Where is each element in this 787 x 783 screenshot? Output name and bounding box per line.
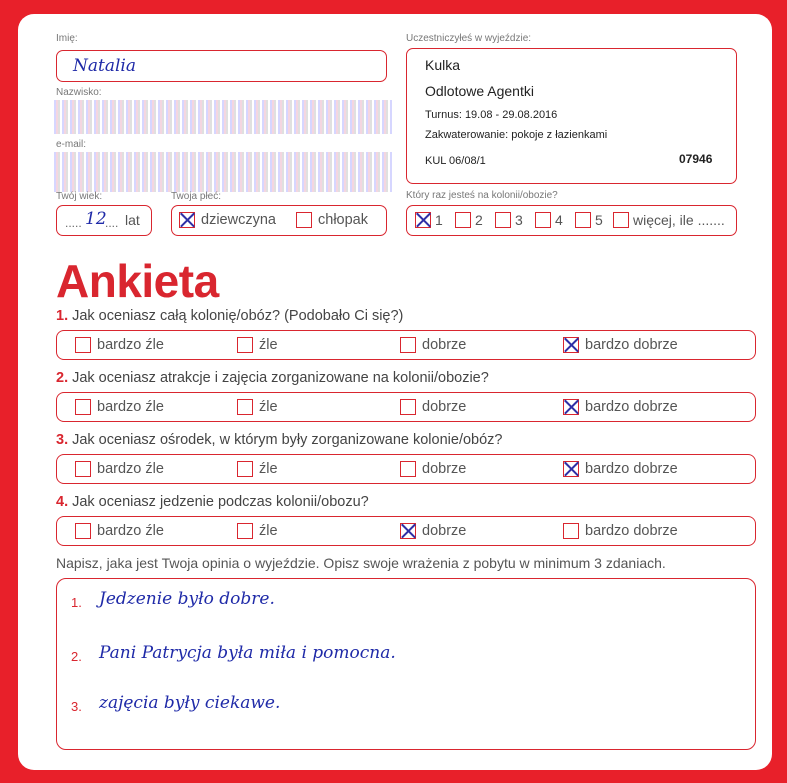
opinion-line-num: 2. (71, 649, 82, 664)
ktory-1-checkbox[interactable] (415, 212, 431, 228)
opinion-textarea[interactable] (56, 578, 756, 750)
question-4: 4. Jak oceniasz jedzenie podczas kolonii/obozu? (56, 494, 369, 510)
trip-turnus: Turnus: 19.08 - 29.08.2016 (425, 109, 558, 121)
wiek-label: Twój wiek: (56, 191, 103, 202)
chlopak-checkbox[interactable] (296, 212, 312, 228)
plec-field (171, 205, 387, 236)
wiek-field[interactable]: ..... 12 .... lat (56, 205, 152, 236)
ktory-5-label: 5 (595, 212, 603, 228)
q1-zle-checkbox[interactable] (237, 337, 253, 353)
answer-row-4: bardzo źle źle dobrze bardzo dobrze (56, 516, 756, 546)
answer-row-2: bardzo źle źle dobrze bardzo dobrze (56, 392, 756, 422)
ktory-1-label: 1 (435, 212, 443, 228)
q3-zle-checkbox[interactable] (237, 461, 253, 477)
q1-bardzo-zle-checkbox[interactable] (75, 337, 91, 353)
opinion-line: Jedzenie było dobre. (99, 589, 275, 609)
ktory-3-label: 3 (515, 212, 523, 228)
ktory-2-checkbox[interactable] (455, 212, 471, 228)
answer-row-1: bardzo źle źle dobrze bardzo dobrze (56, 330, 756, 360)
email-redacted (54, 152, 392, 192)
trip-line2: Odlotowe Agentki (425, 83, 534, 99)
ktory-5-checkbox[interactable] (575, 212, 591, 228)
question-3: 3. Jak oceniasz ośrodek, w którym były zorganizowane kolonie/obóz? (56, 432, 503, 448)
q2-bardzo-zle-checkbox[interactable] (75, 399, 91, 415)
dziewczyna-checkbox[interactable] (179, 212, 195, 228)
q1-bardzo-dobrze-checkbox[interactable] (563, 337, 579, 353)
trip-box (406, 48, 737, 184)
dziewczyna-label: dziewczyna (201, 212, 276, 228)
ktory-field (406, 205, 737, 236)
question-1: 1. Jak oceniasz całą kolonię/obóz? (Podobało Ci się?) (56, 308, 404, 324)
q3-bardzo-dobrze-checkbox[interactable] (563, 461, 579, 477)
ktory-4-checkbox[interactable] (535, 212, 551, 228)
q3-bardzo-zle-checkbox[interactable] (75, 461, 91, 477)
ktory-2-label: 2 (475, 212, 483, 228)
q4-zle-checkbox[interactable] (237, 523, 253, 539)
question-2: 2. Jak oceniasz atrakcje i zajęcia zorganizowane na kolonii/obozie? (56, 370, 489, 386)
imie-label: Imię: (56, 33, 78, 44)
answer-row-3: bardzo źle źle dobrze bardzo dobrze (56, 454, 756, 484)
q2-bardzo-dobrze-checkbox[interactable] (563, 399, 579, 415)
opinion-line-num: 3. (71, 699, 82, 714)
q2-dobrze-checkbox[interactable] (400, 399, 416, 415)
ktory-wiecej-label: więcej, ile ....... (633, 212, 725, 228)
q4-bardzo-dobrze-checkbox[interactable] (563, 523, 579, 539)
q4-bardzo-zle-checkbox[interactable] (75, 523, 91, 539)
plec-label: Twoja płeć: (171, 191, 222, 202)
imie-field[interactable] (56, 50, 387, 82)
ktory-label: Który raz jesteś na kolonii/obozie? (406, 190, 558, 201)
opinion-line: zajęcia były ciekawe. (99, 693, 281, 713)
q1-dobrze-checkbox[interactable] (400, 337, 416, 353)
q2-zle-checkbox[interactable] (237, 399, 253, 415)
nazwisko-label: Nazwisko: (56, 87, 102, 98)
imie-value: Natalia (73, 56, 136, 76)
trip-number: 07946 (679, 152, 713, 166)
trip-zakwaterowanie: Zakwaterowanie: pokoje z łazienkami (425, 129, 608, 141)
opinion-line: Pani Patrycja była miła i pomocna. (99, 643, 396, 663)
ktory-3-checkbox[interactable] (495, 212, 511, 228)
ktory-wiecej-checkbox[interactable] (613, 212, 629, 228)
trip-code: KUL 06/08/1 (425, 155, 486, 167)
trip-line1: Kulka (425, 57, 461, 73)
wiek-suffix: lat (125, 212, 140, 228)
opinion-line-num: 1. (71, 595, 82, 610)
survey-title: Ankieta (56, 255, 219, 307)
survey-card (18, 14, 772, 770)
wiek-value: 12 (85, 209, 107, 229)
opinion-prompt: Napisz, jaka jest Twoja opinia o wyjeździe. Opisz swoje wrażenia z pobytu w minimum 3 zdaniach. (56, 555, 666, 571)
ktory-4-label: 4 (555, 212, 563, 228)
nazwisko-redacted (54, 100, 392, 134)
email-label: e-mail: (56, 139, 87, 150)
q3-dobrze-checkbox[interactable] (400, 461, 416, 477)
uczest-label: Uczestniczyłeś w wyjeździe: (406, 33, 532, 44)
chlopak-label: chłopak (318, 212, 368, 228)
q4-dobrze-checkbox[interactable] (400, 523, 416, 539)
